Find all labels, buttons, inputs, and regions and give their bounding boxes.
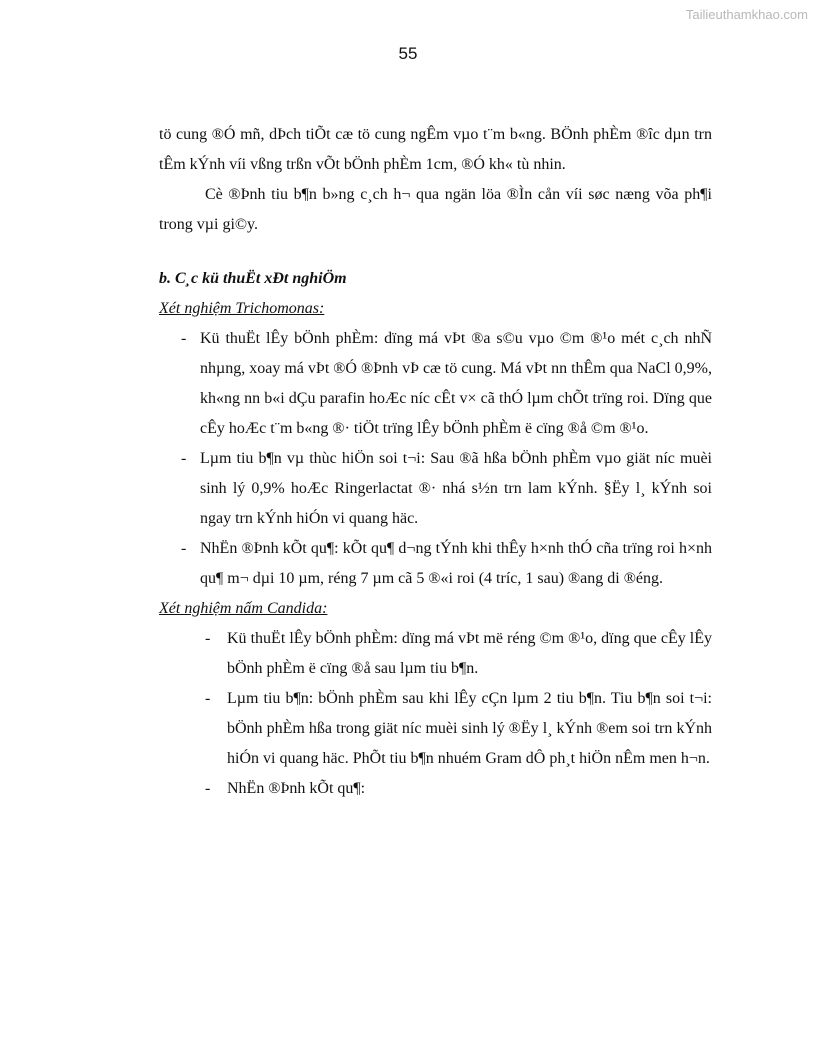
subheading-trichomonas: Xét nghiệm Trichomonas: [159, 300, 325, 317]
trichomonas-list [159, 324, 712, 594]
page-number: 55 [398, 44, 418, 63]
list-item [159, 624, 712, 684]
list-item [159, 684, 712, 774]
dash-bullet: - [181, 540, 187, 557]
dash-bullet: - [205, 780, 211, 797]
list-item [159, 444, 712, 534]
paragraph: tö cung ®Ó mñ, dÞch tiÕt cæ tö cung ngÊm vµo t¨m b«ng. BÖnh phÈm ®îc dµn trn tÊm kÝnh víi vßng trßn vÕt bÖnh phÈm 1cm, ®Ó kh« tù nhin. [159, 126, 712, 173]
list-item-text: Lµm tiu b¶n: bÖnh phÈm sau khi lÊy cÇn lµm 2 tiu b¶n. Tiu b¶n soi t¬i: bÖnh phÈm hßa trong giät níc muèi sinh lý ®Ëy l¸ kÝnh ®em soi trn kÝnh hiÓn vi quang häc. PhÕt tiu b¶n nhuém Gram dÔ ph¸t hiÖn nÊm men h¬n. [227, 690, 712, 767]
list-item [159, 324, 712, 444]
watermark: Tailieuthamkhao.com [685, 7, 808, 22]
list-item-text: Lµm tiu b¶n vµ thùc hiÖn soi t¬i: Sau ®ã hßa bÖnh phÈm vµo giät níc muèi sinh lý 0,9% hoÆc Ringerlactat ®· nhá s½n trn lam kÝnh. §Ëy l¸ kÝnh soi ngay trn kÝnh hiÓn vi quang häc. [200, 450, 712, 527]
dash-bullet: - [181, 330, 187, 347]
dash-bullet: - [205, 690, 211, 707]
list-item-text: NhËn ®Þnh kÕt qu¶: kÕt qu¶ d¬ng tÝnh khi thÊy h×nh thÓ cña trïng roi h×nh qu¶ m¬ dµi 10 µm, réng 7 µm cã 5 ®«i roi (4 tríc, 1 sau) ®ang di ®éng. [200, 540, 712, 587]
section-title: b. C¸c kü thuËt xÐt nghiÖm [159, 270, 347, 287]
spacer [159, 240, 712, 264]
list-item [159, 534, 712, 594]
list-item [159, 774, 712, 804]
document-body [159, 120, 712, 804]
list-item-text: Kü thuËt lÊy bÖnh phÈm: dïng má vÞt më réng ©m ®¹o, dïng que cÊy lÊy bÖnh phÈm ë cïng ®å sau lµm tiu b¶n. [227, 630, 712, 677]
dash-bullet: - [205, 630, 211, 647]
candida-list [159, 624, 712, 804]
list-item-text: NhËn ®Þnh kÕt qu¶: [227, 780, 366, 797]
list-item-text: Kü thuËt lÊy bÖnh phÈm: dïng má vÞt ®a s©u vµo ©m ®¹o mét c¸ch nhÑ nhµng, xoay má vÞt ®Ó ®Þnh vÞ cæ tö cung. Má vÞt nn thÊm qua NaCl 0,9%, kh«ng nn b«i dÇu parafin hoÆc níc cÊt v× cã thÓ lµm chÕt trïng roi. Dïng que cÊy hoÆc t¨m b«ng ®· tiÖt trïng lÊy bÖnh phÈm ë cïng ®å ©m ®¹o. [200, 330, 712, 437]
dash-bullet: - [181, 450, 187, 467]
subheading-candida: Xét nghiệm nấm Candida: [159, 600, 328, 617]
paragraph: Cè ®Þnh tiu b¶n b»ng c¸ch h¬ qua ngän löa ®Ìn cån víi søc næng võa ph¶i trong vµi gi©y. [159, 186, 712, 233]
